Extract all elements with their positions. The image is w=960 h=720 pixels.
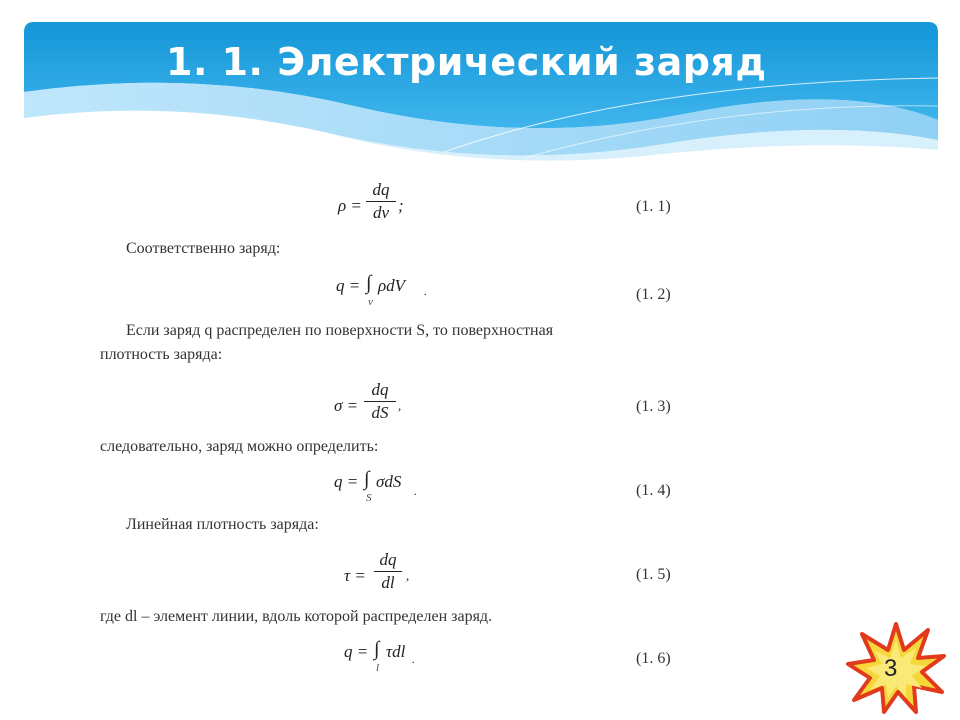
- eq2-body: ρdV: [378, 276, 406, 295]
- eq1-numerator: dq: [372, 180, 390, 199]
- eq2-lhs: q =: [336, 276, 361, 295]
- eq2-number: (1. 2): [636, 286, 671, 303]
- eq5-tail: ,: [406, 568, 410, 583]
- eq1-tail: ;: [398, 196, 404, 215]
- paragraph-2b: плотность заряда:: [100, 346, 223, 363]
- eq1-fraction: [366, 180, 396, 223]
- eq6-integral: ∫: [374, 638, 380, 660]
- eq2-tail: .: [424, 284, 427, 298]
- eq4-body: σdS: [376, 472, 402, 491]
- page-number: 3: [884, 655, 898, 682]
- slide-title: 1. 1. Электрический заряд: [166, 40, 767, 84]
- eq3-denominator: dS: [371, 403, 389, 422]
- eq3-numerator: dq: [371, 380, 389, 399]
- eq5-fraction-bar: [374, 571, 402, 572]
- eq2-integral: ∫: [366, 272, 372, 294]
- eq5-fraction: [374, 550, 402, 593]
- eq4-subscript: S: [366, 492, 372, 504]
- eq6-tail: .: [412, 652, 415, 666]
- eq1-number: (1. 1): [636, 198, 671, 215]
- paragraph-3: следовательно, заряд можно определить:: [100, 438, 379, 455]
- eq4-lhs: q =: [334, 472, 359, 491]
- paragraph-5: где dl – элемент линии, вдоль которой распределен заряд.: [100, 608, 493, 625]
- eq5-numerator: dq: [379, 550, 397, 569]
- eq3-fraction-bar: [364, 401, 396, 402]
- eq6-lhs: q =: [344, 642, 369, 661]
- eq4-number: (1. 4): [636, 482, 671, 499]
- paragraph-1: Соответственно заряд:: [126, 240, 281, 257]
- paragraph-4: Линейная плотность заряда:: [126, 516, 319, 533]
- eq4-tail: .: [414, 484, 417, 498]
- eq3-lhs: σ =: [334, 396, 359, 415]
- eq5-number: (1. 5): [636, 566, 671, 583]
- eq1-fraction-bar: [366, 201, 396, 202]
- eq3-fraction: [364, 380, 396, 423]
- eq6-subscript: l: [376, 662, 380, 674]
- eq4-integral: ∫: [364, 468, 370, 490]
- eq3-number: (1. 3): [636, 398, 671, 415]
- eq1-denominator: dv: [372, 203, 390, 222]
- paragraph-2a: Если заряд q распределен по поверхности S, то поверхностная: [126, 322, 554, 339]
- eq3-tail: ,: [398, 398, 402, 413]
- eq6-body: τdl: [386, 642, 406, 661]
- eq5-lhs: τ =: [344, 566, 366, 585]
- eq1-lhs: ρ =: [338, 196, 362, 215]
- eq2-subscript: ν: [368, 296, 373, 308]
- eq6-number: (1. 6): [636, 650, 671, 667]
- eq5-denominator: dl: [381, 573, 395, 592]
